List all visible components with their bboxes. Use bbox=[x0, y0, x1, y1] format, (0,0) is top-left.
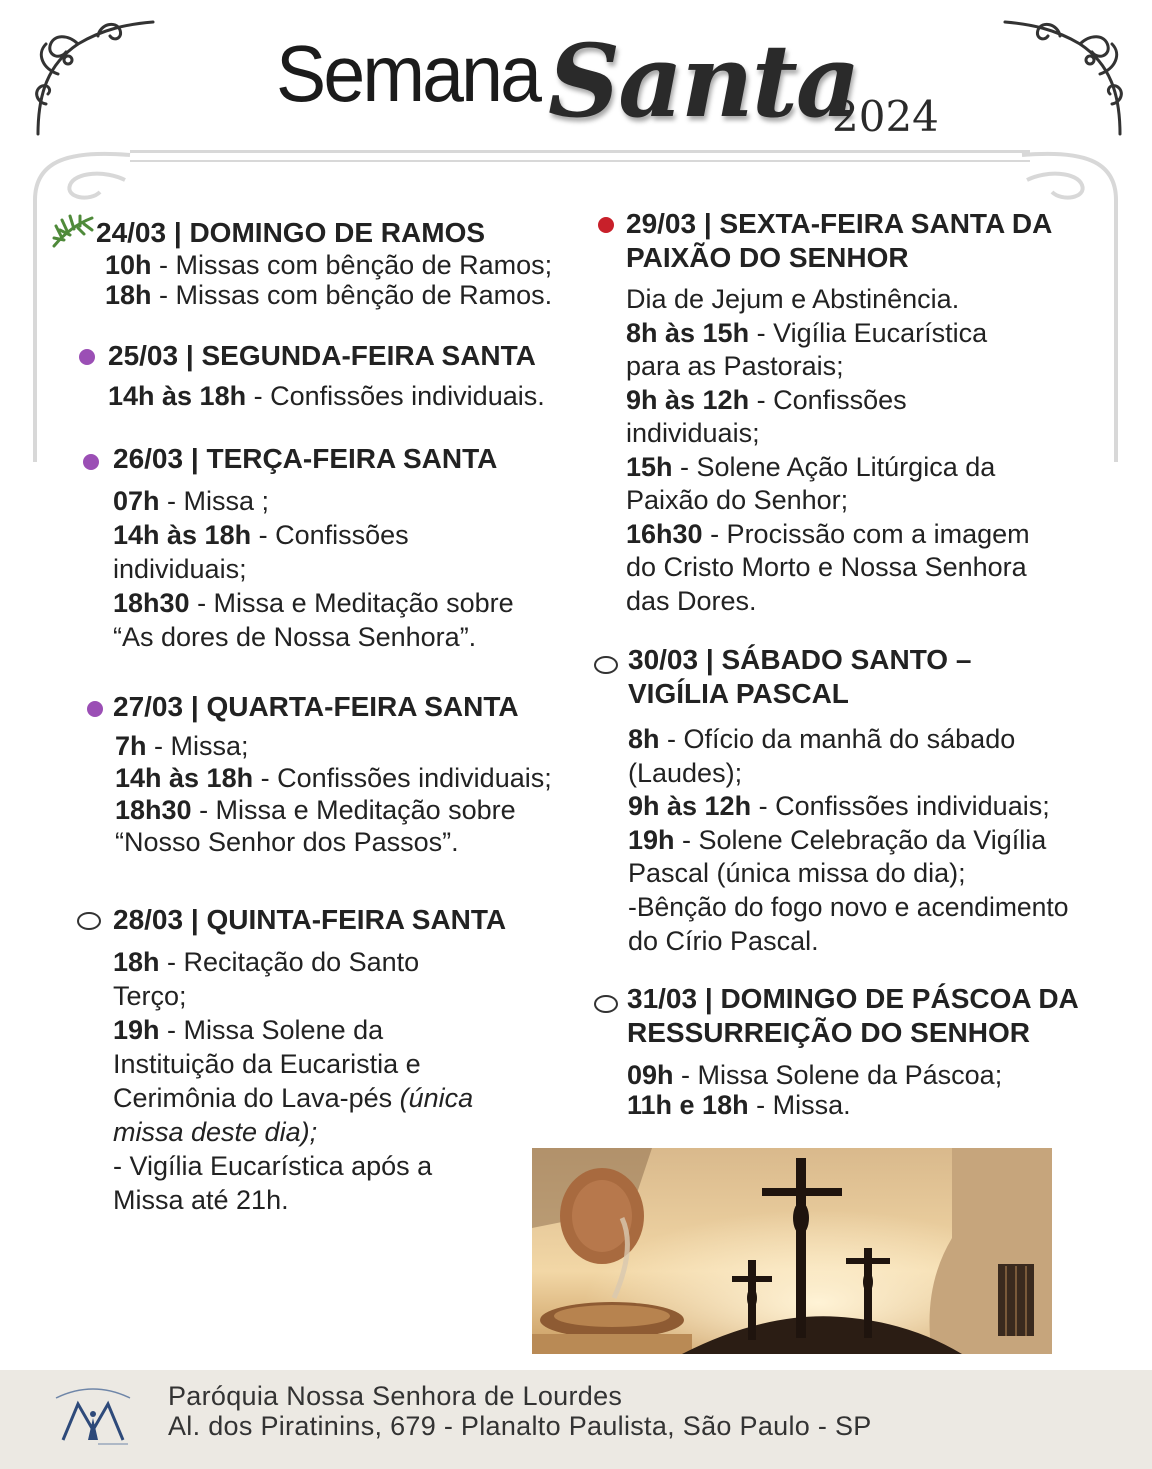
time-label: 16h30 bbox=[626, 518, 703, 549]
schedule-line bbox=[113, 518, 514, 552]
day-heading-2: 26/03 | TERÇA-FEIRA SANTA bbox=[113, 443, 498, 474]
event-text: - Missa; bbox=[146, 731, 249, 761]
schedule-line bbox=[626, 518, 1052, 552]
schedule-line bbox=[627, 1060, 1079, 1090]
corner-ornament-left-icon bbox=[28, 14, 158, 140]
event-note-italic: (única bbox=[399, 1083, 474, 1113]
event-text: - Missa e Meditação sobre bbox=[189, 588, 514, 618]
event-text: - Confissões individuais. bbox=[246, 381, 545, 411]
schedule-line bbox=[113, 1081, 506, 1115]
event-text: - Missas com bênção de Ramos; bbox=[151, 250, 553, 280]
event-text: - Confissões bbox=[251, 520, 409, 550]
time-label: 18h bbox=[113, 947, 160, 977]
time-label: 9h às 12h bbox=[628, 791, 752, 822]
frame-top-line-inner bbox=[130, 160, 1030, 162]
event-text: - Confissões individuais; bbox=[751, 791, 1050, 822]
day-block-5 bbox=[626, 207, 1052, 618]
event-note-italic: missa deste dia); bbox=[113, 1117, 318, 1147]
schedule-line bbox=[113, 484, 514, 518]
event-text: Instituição da Eucaristia e bbox=[113, 1049, 421, 1079]
parish-logo-icon bbox=[48, 1380, 138, 1450]
red-dot-icon bbox=[598, 217, 614, 233]
time-label: 19h bbox=[628, 824, 675, 855]
event-text: - Confissões bbox=[749, 384, 907, 415]
schedule-line bbox=[626, 317, 1052, 351]
schedule-line bbox=[628, 891, 1069, 925]
time-label: 8h às 15h bbox=[626, 317, 750, 348]
frame-left-scroll-icon bbox=[30, 150, 140, 470]
event-text: (Laudes); bbox=[628, 757, 743, 788]
event-text: - Procissão com a imagem bbox=[702, 518, 1030, 549]
time-label: 8h bbox=[628, 724, 660, 754]
event-text: - Solene Ação Litúrgica da bbox=[672, 451, 996, 482]
schedule-line bbox=[113, 1115, 506, 1149]
event-text: - Missa. bbox=[748, 1090, 851, 1120]
time-label: 18h30 bbox=[113, 588, 190, 618]
day-block-7 bbox=[627, 982, 1079, 1120]
schedule-line bbox=[626, 384, 1052, 418]
schedule-line bbox=[627, 1090, 1079, 1120]
event-text: - Missas com bênção de Ramos. bbox=[151, 280, 553, 310]
event-text: - Missa Solene da bbox=[159, 1015, 384, 1045]
event-text: do Círio Pascal. bbox=[628, 925, 819, 956]
schedule-line bbox=[105, 250, 552, 280]
outline-dot-icon bbox=[77, 912, 101, 930]
day-block-6 bbox=[628, 643, 1069, 958]
schedule-line bbox=[113, 586, 514, 620]
purple-dot-icon bbox=[87, 701, 103, 717]
time-label: 14h às 18h bbox=[113, 520, 252, 550]
title-year: 2024 bbox=[832, 92, 939, 141]
day-block-3 bbox=[113, 690, 552, 858]
schedule-line bbox=[626, 283, 1052, 317]
event-text: Dia de Jejum e Abstinência. bbox=[626, 284, 960, 314]
schedule-line bbox=[626, 585, 1052, 619]
palm-icon bbox=[50, 214, 96, 250]
time-label: 10h bbox=[105, 250, 152, 280]
schedule-line bbox=[626, 451, 1052, 485]
outline-dot-icon bbox=[594, 656, 618, 674]
day-heading-5-line2: PAIXÃO DO SENHOR bbox=[626, 242, 909, 273]
day-heading-6-line2: VIGÍLIA PASCAL bbox=[628, 678, 849, 709]
event-text: - Missa e Meditação sobre bbox=[191, 795, 516, 825]
schedule-line bbox=[628, 824, 1069, 858]
schedule-line bbox=[628, 790, 1069, 824]
schedule-line bbox=[115, 762, 552, 794]
schedule-line bbox=[626, 551, 1052, 585]
time-label: 15h bbox=[626, 451, 673, 482]
day-heading-0: 24/03 | DOMINGO DE RAMOS bbox=[96, 217, 486, 248]
event-text: individuais; bbox=[626, 418, 760, 448]
schedule-line bbox=[105, 280, 552, 310]
schedule-line bbox=[115, 794, 552, 826]
event-text: das Dores. bbox=[626, 585, 757, 616]
schedule-line bbox=[113, 1047, 506, 1081]
day-heading-3: 27/03 | QUARTA-FEIRA SANTA bbox=[113, 691, 519, 722]
event-text: “Nosso Senhor dos Passos”. bbox=[115, 827, 459, 857]
title-semana: Semana bbox=[276, 29, 540, 118]
day-block-4 bbox=[113, 903, 506, 1217]
day-heading-1: 25/03 | SEGUNDA-FEIRA SANTA bbox=[108, 340, 536, 371]
schedule-line bbox=[115, 730, 552, 762]
time-label: 9h às 12h bbox=[626, 384, 750, 415]
event-text: “As dores de Nossa Senhora”. bbox=[113, 622, 477, 652]
event-text: - Missa ; bbox=[159, 486, 270, 516]
footer-parish-name: Paróquia Nossa Senhora de Lourdes bbox=[168, 1381, 623, 1411]
day-heading-5-line1: 29/03 | SEXTA-FEIRA SANTA DA bbox=[626, 208, 1053, 239]
outline-dot-icon bbox=[594, 995, 618, 1013]
schedule-line bbox=[113, 1149, 506, 1183]
footer-address: Al. dos Piratinins, 679 - Planalto Paulista, São Paulo - SP bbox=[168, 1411, 872, 1441]
schedule-line bbox=[628, 857, 1069, 891]
event-text: - Confissões individuais; bbox=[253, 763, 552, 793]
event-text: do Cristo Morto e Nossa Senhora bbox=[626, 552, 1027, 582]
event-text: - Recitação do Santo bbox=[159, 947, 420, 977]
corner-ornament-right-icon bbox=[1000, 14, 1130, 140]
event-text: Pascal (única missa do dia); bbox=[628, 858, 966, 889]
schedule-line bbox=[626, 417, 1052, 451]
event-text: -Bênção do fogo novo e acendimento bbox=[628, 891, 1069, 922]
day-block-0 bbox=[96, 216, 552, 310]
purple-dot-icon bbox=[79, 349, 95, 365]
time-label: 11h e 18h bbox=[627, 1090, 749, 1120]
calvary-crosses-image bbox=[532, 1148, 1052, 1354]
schedule-line bbox=[113, 945, 506, 979]
time-label: 09h bbox=[627, 1060, 674, 1090]
time-label: 18h bbox=[105, 280, 152, 310]
frame-top-line bbox=[130, 150, 1030, 153]
event-text: - Solene Celebração da Vigília bbox=[674, 824, 1047, 855]
schedule-line bbox=[628, 757, 1069, 791]
time-label: 07h bbox=[113, 486, 160, 516]
time-label: 19h bbox=[113, 1015, 160, 1045]
event-text: - Vigília Eucarística bbox=[749, 317, 988, 348]
time-label: 14h às 18h bbox=[108, 381, 247, 411]
schedule-line bbox=[113, 979, 506, 1013]
schedule-line bbox=[108, 379, 545, 413]
schedule-line bbox=[113, 620, 514, 654]
schedule-line bbox=[628, 723, 1069, 757]
schedule-line bbox=[113, 1013, 506, 1047]
schedule-line bbox=[626, 484, 1052, 518]
schedule-line bbox=[113, 552, 514, 586]
event-text: individuais; bbox=[113, 554, 247, 584]
day-block-1 bbox=[108, 339, 545, 413]
day-heading-6-line1: 30/03 | SÁBADO SANTO – bbox=[628, 644, 972, 675]
time-label: 18h30 bbox=[115, 795, 192, 825]
day-heading-7-line2: RESSURREIÇÃO DO SENHOR bbox=[627, 1017, 1030, 1048]
day-heading-7-line1: 31/03 | DOMINGO DE PÁSCOA DA bbox=[627, 983, 1079, 1014]
event-text: Cerimônia do Lava-pés bbox=[113, 1083, 400, 1113]
event-text: Terço; bbox=[113, 981, 187, 1011]
purple-dot-icon bbox=[83, 454, 99, 470]
event-text: - Vigília Eucarística após a bbox=[113, 1151, 433, 1181]
time-label: 7h bbox=[115, 731, 147, 761]
time-label: 14h às 18h bbox=[115, 763, 254, 793]
title-santa: Santa bbox=[548, 22, 859, 140]
schedule-line bbox=[113, 1183, 506, 1217]
event-text: - Missa Solene da Páscoa; bbox=[673, 1060, 1003, 1090]
schedule-line bbox=[628, 925, 1069, 959]
schedule-line bbox=[115, 826, 552, 858]
event-text: Missa até 21h. bbox=[113, 1185, 289, 1215]
event-text: para as Pastorais; bbox=[626, 351, 844, 381]
event-text: - Ofício da manhã do sábado bbox=[659, 724, 1016, 754]
event-text: Paixão do Senhor; bbox=[626, 485, 849, 515]
day-block-2 bbox=[113, 442, 514, 654]
day-heading-4: 28/03 | QUINTA-FEIRA SANTA bbox=[113, 904, 507, 935]
schedule-line bbox=[626, 350, 1052, 384]
